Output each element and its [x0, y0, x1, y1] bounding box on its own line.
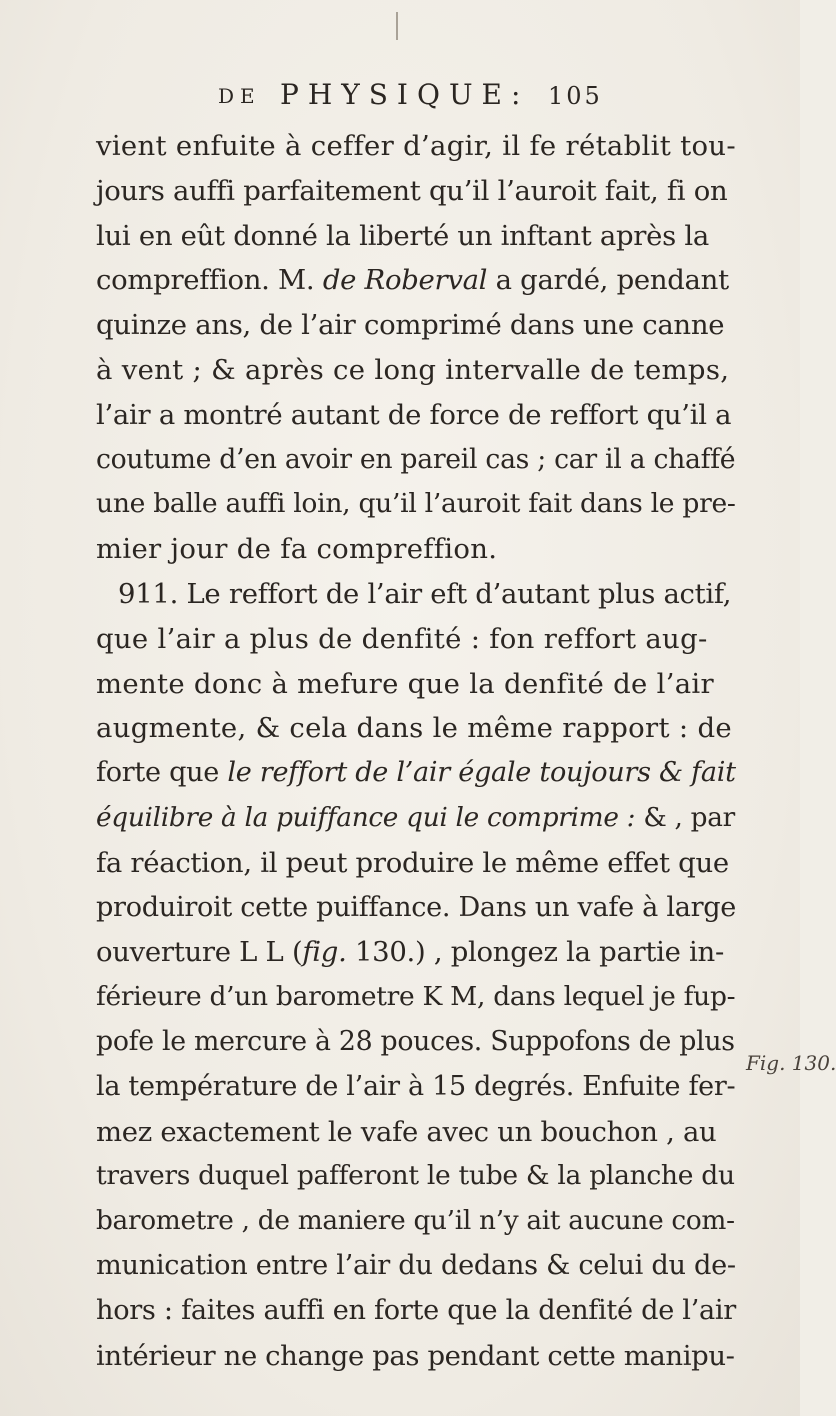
text-segment: a gardé, pendant: [495, 264, 729, 297]
header-prefix: DE: [218, 84, 261, 108]
text-line: quinze ans, de l’air comprimé dans une canne: [96, 309, 725, 342]
text-line: coutume d’en avoir en pareil cas ; car il a chaffé: [96, 443, 736, 475]
text-line: [96, 930, 736, 975]
text-line: munication entre l’air du dedans & celui du de-: [96, 1249, 736, 1281]
text-line: pofe le mercure à 28 pouces. Suppofons de plus: [96, 1025, 735, 1057]
text-line: barometre , de maniere qu’il n’y ait aucune com-: [96, 1206, 735, 1237]
text-line: une balle auffi loin, qu’il l’auroit fait dans le pre-: [96, 488, 736, 520]
text-line: lui en eût donné la liberté un inftant après la: [96, 219, 709, 252]
text-line: férieure d’un barometre K M, dans lequel je fup-: [96, 981, 736, 1013]
text-segment: compreffion. M.: [96, 264, 315, 297]
text-line: mez exactement le vafe avec un bouchon , au: [96, 1115, 717, 1148]
text-segment: 130.) , plongez la partie in-: [346, 936, 724, 969]
italic-segment: équilibre à la puiffance qui le comprime :: [96, 802, 636, 833]
text-line: [96, 751, 736, 796]
italic-segment: le reffort de l’air égale toujours & fait: [227, 757, 736, 789]
paragraph-start: 911. Le reffort de l’air eft d’autant plus actif,: [118, 577, 732, 610]
margin-figure-note: Fig. 130.: [746, 1051, 836, 1075]
text-line: l’air a montré autant de force de reffort qu’il a: [96, 398, 732, 431]
text-line: hors : faites auffi en forte que la denfité de l’air: [96, 1294, 736, 1326]
text-line: travers duquel pafferont le tube & la planche du: [96, 1160, 735, 1192]
text-line: augmente, & cela dans le même rapport : de: [96, 712, 732, 745]
figure-ref: fig.: [302, 936, 347, 969]
text-segment: ouverture L L (: [96, 936, 303, 969]
text-line: mier jour de fa compreffion.: [96, 533, 498, 566]
page-number: 105: [548, 82, 603, 110]
header-title: PHYSIQUE:: [280, 78, 530, 111]
body-text: [96, 124, 736, 1378]
text-line: fa réaction, il peut produire le même effet que: [96, 846, 729, 879]
text-line: intérieur ne change pas pendant cette manipu-: [96, 1339, 735, 1372]
text-line: [96, 796, 736, 841]
text-line: [96, 258, 736, 303]
text-segment: forte que: [96, 757, 220, 789]
text-line: que l’air a plus de denfité : fon reffort aug-: [96, 622, 708, 655]
text-line: la température de l’air à 15 degrés. Enfuite fer-: [96, 1070, 736, 1102]
text-segment: & , par: [643, 802, 735, 833]
text-line: produiroit cette puiffance. Dans un vafe à large: [96, 891, 737, 923]
text-line: à vent ; & après ce long intervalle de temps,: [96, 353, 730, 386]
running-header: [218, 78, 618, 114]
text-line: mente donc à mefure que la denfité de l’air: [96, 667, 714, 700]
person-name: de Roberval: [322, 264, 488, 297]
binding-mark: [396, 12, 408, 40]
text-line: jours auffi parfaitement qu’il l’auroit fait, fi on: [96, 174, 728, 207]
text-line: vient enfuite à ceffer d’agir, il fe rétablit tou-: [96, 130, 736, 162]
